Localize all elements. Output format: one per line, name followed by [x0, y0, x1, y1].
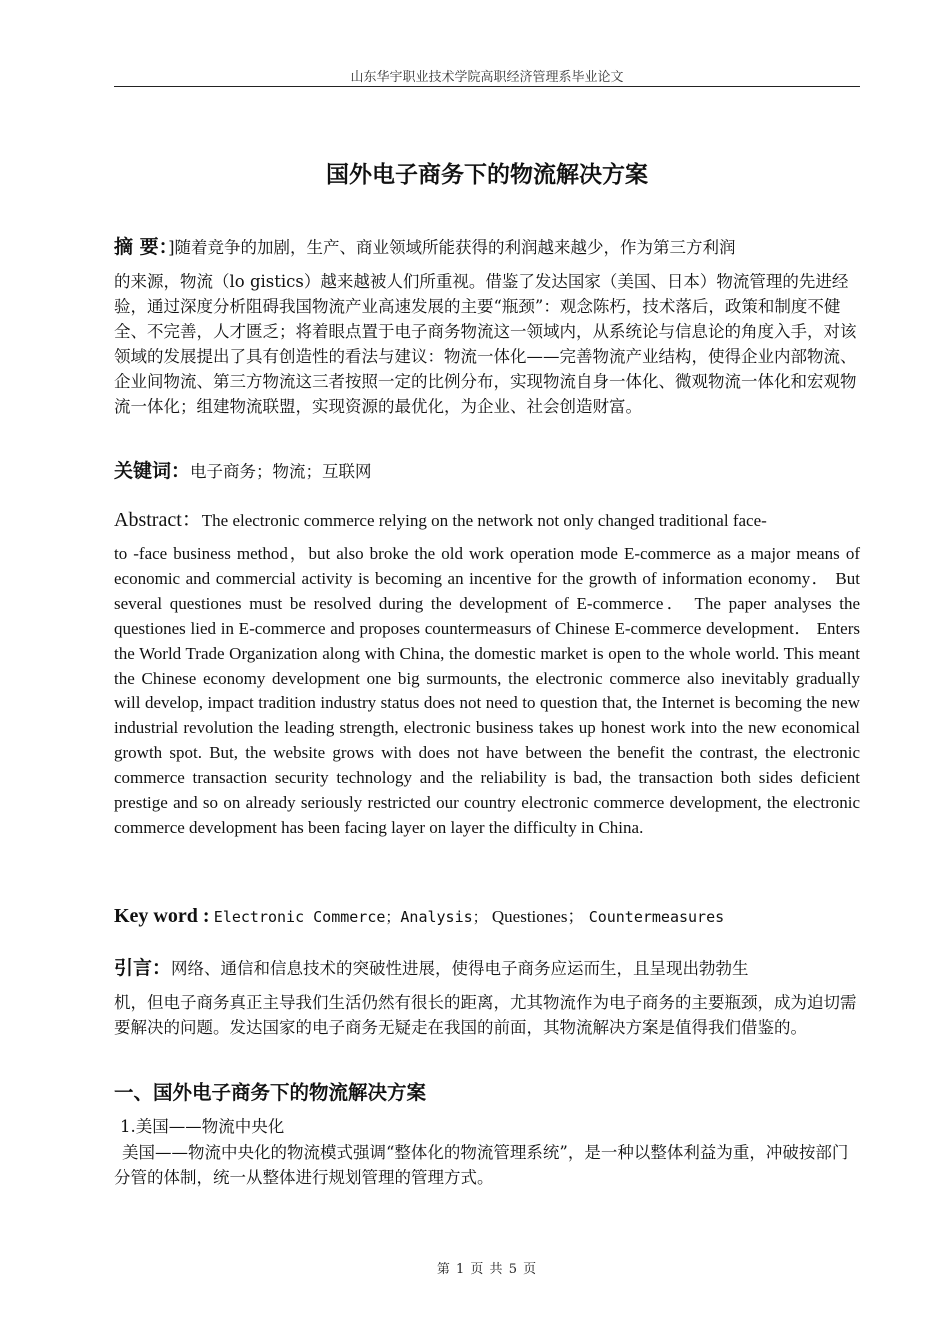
- introduction-first-line: [114, 953, 860, 984]
- english-keyword-3: Questiones；: [491, 907, 585, 926]
- keywords-line: [114, 457, 860, 486]
- abstract-body: 的来源，物流（lo gistics）越来越被人们所重视。借鉴了发达国家（美国、日本）物流管理的先进经验，通过深度分析阻碍我国物流产业高速发展的主要“瓶颈”：观念陈朽，技术落后，政策和制度不健全、不完善，人才匮乏；将着眼点置于电子商务物流这一领域内，从系统论与信息论的角度入手，对该领域的发展提出了具有创造性的看法与建议：物流一体化——完善物流产业结构，使得企业内部物流、企业间物流、第三方物流这三者按照一定的比例分布，实现物流自身一体化、微观物流一体化和宏观物流一体化；组建物流联盟，实现资源的最优化，为企业、社会创造财富。: [114, 272, 857, 416]
- english-abstract-body: to -face business method，but also broke the old work operation mode E-commerce as a major means of economic and commercial activity is becoming an incentive for the growth of information economy． But several questiones must be resolved during the development of E-commerce． The paper analyses the questiones lied in E-commerce and proposes countermeasurs of Chinese E-commerce development． Enters the World Trade Organization along with China, the domestic market is open to the whole world. This meant the Chinese economy development one big surmounts, the electronic commerce also inevitably gradually will develop, impact tradition industry status does not need to question that, the Internet is becoming the new industrial revolution the leading strength, electronic business takes up honest work into the new economical growth spot. But, the website grows with does not have between the benefit the contrast, the electronic commerce transaction security technology and the reliability is bad, the transaction both sides deficient prestige and so on already seriously restricted our country electronic commerce development, the electronic commerce development has been facing layer on layer the difficulty in China.: [114, 544, 860, 837]
- english-abstract-first-text: The electronic commerce relying on the network not only changed traditional face-: [201, 511, 767, 530]
- english-abstract-section: [114, 505, 860, 841]
- header-divider: [114, 86, 860, 87]
- english-keyword-4: Countermeasures: [588, 908, 725, 926]
- english-keyword-2: Analysis；: [400, 908, 488, 926]
- introduction-label: 引言：: [114, 957, 172, 979]
- english-keyword-1: Electronic Commerce；: [213, 908, 401, 926]
- introduction-body: 机，但电子商务真正主导我们生活仍然有很长的距离，尤其物流作为电子商务的主要瓶颈，成为迫切需要解决的问题。发达国家的电子商务无疑走在我国的前面，其物流解决方案是值得我们借鉴的。: [114, 993, 857, 1037]
- english-keywords-line: [114, 902, 860, 931]
- abstract-first-line: [114, 232, 860, 263]
- keywords-value: 电子商务；物流；互联网: [190, 462, 372, 481]
- paper-title: 国外电子商务下的物流解决方案: [326, 162, 648, 188]
- section-paragraph: 美国——物流中央化的物流模式强调“整体化的物流管理系统”，是一种以整体利益为重，冲破按部门分管的体制，统一从整体进行规划管理的管理方式。: [114, 1143, 849, 1187]
- section-heading: 一、国外电子商务下的物流解决方案: [114, 1081, 427, 1104]
- abstract-first-text: ]随着竞争的加剧，生产、商业领域所能获得的利润越来越少，作为第三方利润: [168, 238, 736, 257]
- english-abstract-first-line: [114, 505, 860, 536]
- page-number: 第 1 页 共 5 页: [436, 1262, 538, 1277]
- introduction-first-text: 网络、通信和信息技术的突破性进展，使得电子商务应运而生，且呈现出勃勃生: [171, 959, 749, 978]
- introduction-section: [114, 953, 860, 1040]
- english-keywords-label: Key word :: [114, 905, 210, 927]
- abstract-section: [114, 232, 860, 419]
- english-abstract-label: Abstract：: [114, 509, 202, 531]
- abstract-label: 摘 要：: [114, 236, 169, 258]
- keywords-label: 关键词：: [114, 460, 191, 482]
- subsection-heading: 1.美国——物流中央化: [120, 1117, 285, 1136]
- running-header: 山东华宇职业技术学院高职经济管理系毕业论文: [350, 70, 624, 85]
